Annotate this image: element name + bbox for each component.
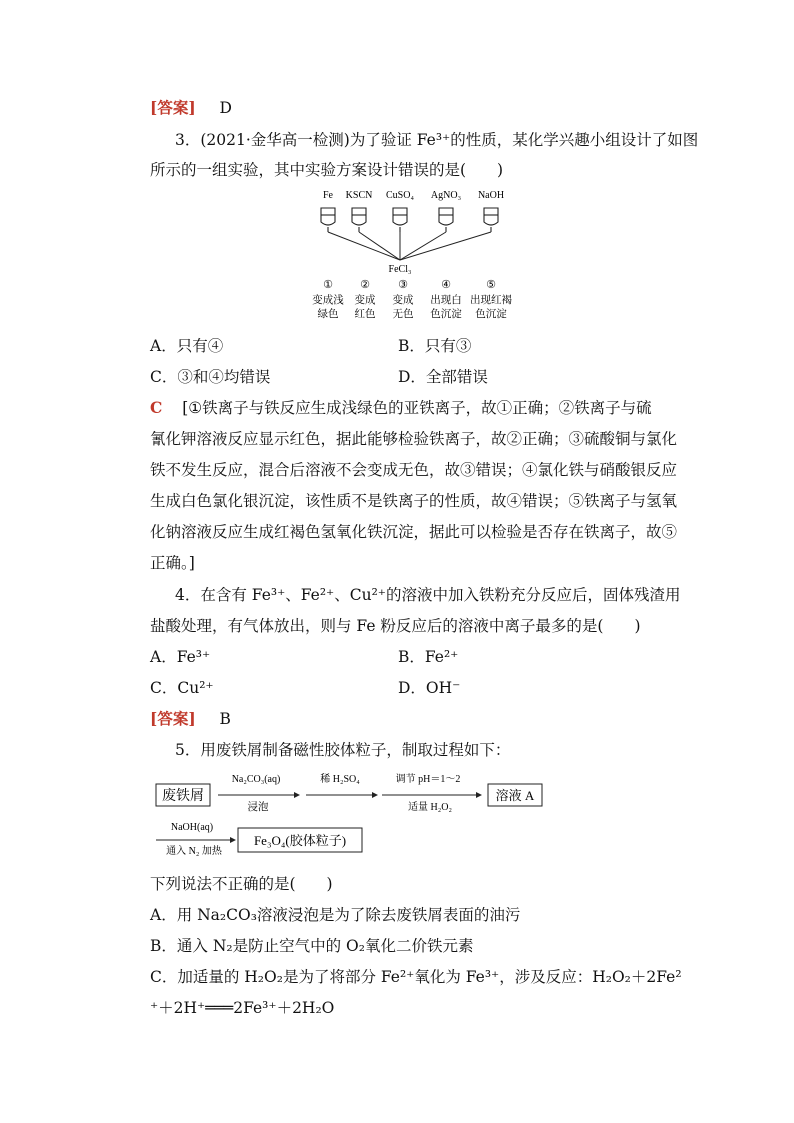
flow-arrow-label: NaOH(aq) bbox=[170, 822, 214, 833]
explanation-text: [①铁离子与铁反应生成浅绿色的亚铁离子，故①正确；②铁离子与硫 bbox=[182, 399, 652, 417]
answer-tag: [答案] bbox=[150, 709, 196, 728]
q3-explanation-line: 化钠溶液反应生成红褐色氢氧化铁沉淀，据此可以检验是否存在铁离子，故⑤ bbox=[150, 523, 678, 541]
reagent-label: CuSO₄ bbox=[386, 190, 414, 201]
q4-option-d: D．OH⁻ bbox=[398, 679, 461, 697]
reagent-label: Fe bbox=[323, 190, 333, 201]
q5-process-flow bbox=[150, 770, 550, 860]
dropper-icon bbox=[321, 208, 335, 232]
observation-text: 变成 bbox=[392, 295, 414, 306]
reagent-label: KSCN bbox=[345, 190, 373, 201]
q4-option-c: C．Cu²⁺ bbox=[150, 679, 214, 697]
q3-option-d: D．全部错误 bbox=[398, 368, 488, 386]
q5-option-c-line1: C．加适量的 H₂O₂是为了将部分 Fe²⁺氧化为 Fe³⁺，涉及反应：H₂O₂＋2Fe² bbox=[150, 968, 682, 986]
experiment-number: ④ bbox=[441, 279, 451, 291]
flow-box-waste-iron: 废铁屑 bbox=[162, 789, 204, 804]
flow-arrow-label: 稀 H₂SO₄ bbox=[320, 774, 360, 785]
flow-arrow-label: Na₂CO₃(aq) bbox=[231, 774, 281, 785]
q5-stem: 下列说法不正确的是( ) bbox=[150, 875, 333, 893]
q4-option-a: A．Fe³⁺ bbox=[150, 648, 211, 666]
q4-option-b: B．Fe²⁺ bbox=[398, 648, 459, 666]
q3-stem-line2: 所示的一组实验，其中实验方案设计错误的是( ) bbox=[150, 161, 504, 179]
observation-text: 变成 bbox=[354, 295, 376, 306]
q4-stem-line1: 4．在含有 Fe³⁺、Fe²⁺、Cu²⁺的溶液中加入铁粉充分反应后，固体残渣用 bbox=[175, 586, 681, 604]
q3-explanation-line: 生成白色氯化银沉淀，该性质不是铁离子的性质，故④错误；⑤铁离子与氢氧 bbox=[150, 492, 678, 510]
q5-option-b: B．通入 N₂是防止空气中的 O₂氧化二价铁元素 bbox=[150, 937, 474, 955]
observation-text: 变成浅 bbox=[312, 295, 344, 306]
experiment-number: ③ bbox=[398, 279, 408, 291]
observation-text: 无色 bbox=[392, 309, 414, 320]
answer-tag: [答案] bbox=[150, 98, 196, 117]
q3-explanation-line: 氰化钾溶液反应显示红色，据此能够检验铁离子，故②正确；③硫酸铜与氯化 bbox=[150, 430, 678, 448]
observation-text: 红色 bbox=[354, 309, 376, 320]
flow-arrow-label: 适量 H₂O₂ bbox=[408, 802, 452, 813]
dropper-icon bbox=[393, 208, 407, 232]
answer-line-q4 bbox=[150, 709, 231, 729]
q5-option-c-line2: ⁺＋2H⁺═══2Fe³⁺＋2H₂O bbox=[150, 999, 335, 1017]
connector-lines bbox=[328, 232, 491, 260]
dropper-icon bbox=[484, 208, 498, 232]
q3-option-b: B．只有③ bbox=[398, 337, 472, 355]
experiment-number: ② bbox=[360, 279, 370, 291]
dropper-icon bbox=[352, 208, 366, 232]
answer-value: B bbox=[219, 710, 231, 728]
observation-text: 出现白 bbox=[430, 295, 462, 306]
q3-stem-line1: 3．(2021·金华高一检测)为了验证 Fe³⁺的性质，某化学兴趣小组设计了如图 bbox=[175, 131, 699, 149]
flow-box-solution-a: 溶液 A bbox=[495, 788, 535, 803]
observation-text: 出现红褐 bbox=[470, 295, 512, 306]
flow-box-product: Fe₃O₄(胶体粒子) bbox=[253, 833, 347, 848]
q3-option-a: A．只有④ bbox=[150, 337, 224, 355]
flow-arrow-label: 调节 pH＝1～2 bbox=[395, 774, 461, 785]
experiment-number: ① bbox=[323, 279, 333, 291]
observation-text: 绿色 bbox=[317, 309, 339, 320]
reagent-label: AgNO₃ bbox=[430, 190, 462, 201]
flow-arrow-label: 浸泡 bbox=[247, 802, 269, 813]
q3-experiment-diagram bbox=[290, 186, 530, 326]
q3-explanation-line: 铁不发生反应，混合后溶液不会变成无色，故③错误；④氯化铁与硝酸银反应 bbox=[150, 461, 678, 479]
flow-arrow-label: 通入 N₂ 加热 bbox=[166, 846, 222, 857]
q3-explanation-line: 正确。] bbox=[150, 554, 195, 572]
center-reagent-label: FeCl₃ bbox=[388, 264, 412, 275]
q5-option-a: A．用 Na₂CO₃溶液浸泡是为了除去废铁屑表面的油污 bbox=[150, 906, 521, 924]
reagent-label: NaOH bbox=[477, 190, 505, 201]
q3-answer-letter: C bbox=[150, 398, 163, 417]
answer-line-q2 bbox=[150, 98, 232, 118]
observation-text: 色沉淀 bbox=[430, 309, 462, 320]
dropper-icon bbox=[439, 208, 453, 232]
q3-option-c: C．③和④均错误 bbox=[150, 368, 271, 386]
experiment-number: ⑤ bbox=[486, 279, 496, 291]
observation-text: 色沉淀 bbox=[475, 309, 507, 320]
q5-stem-line1: 5．用废铁屑制备磁性胶体粒子，制取过程如下： bbox=[175, 741, 511, 759]
answer-value: D bbox=[219, 99, 232, 117]
q4-stem-line2: 盐酸处理，有气体放出，则与 Fe 粉反应后的溶液中离子最多的是( ) bbox=[150, 617, 641, 635]
q3-explanation-line bbox=[150, 398, 652, 418]
dropper-icons bbox=[321, 208, 498, 232]
